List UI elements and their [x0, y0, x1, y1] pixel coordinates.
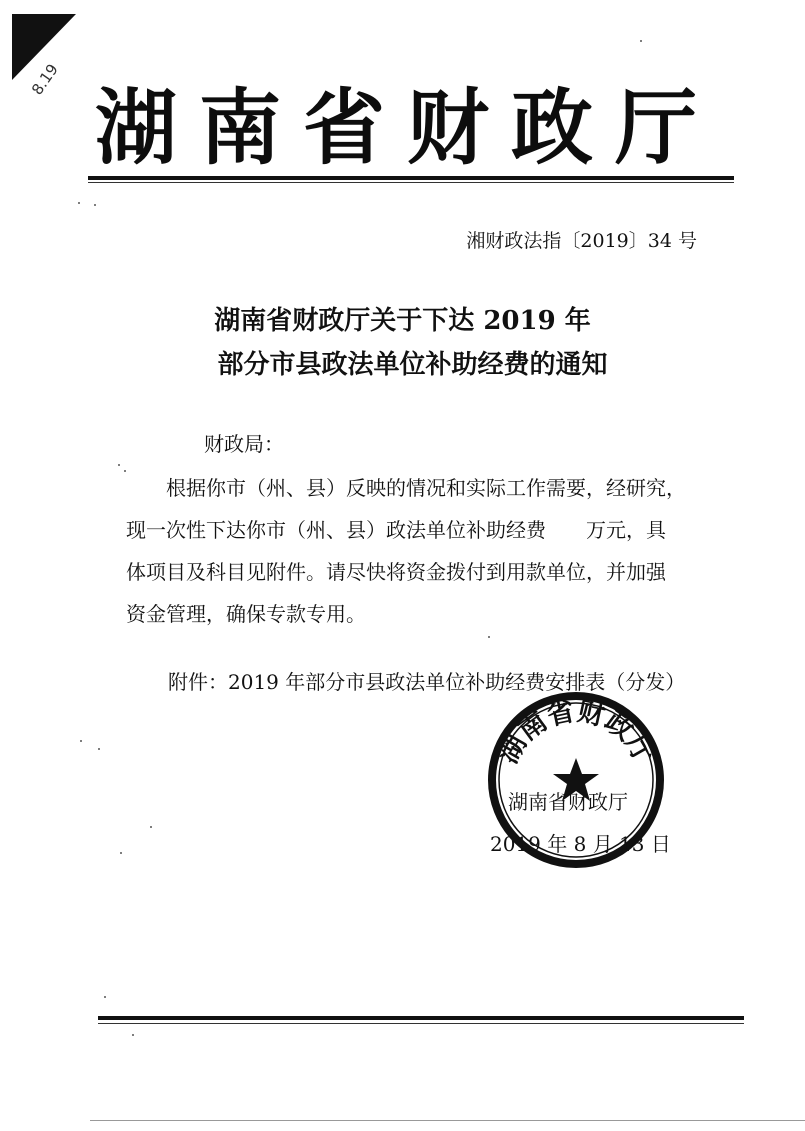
scan-speck [640, 40, 642, 42]
document-number: 湘财政法指〔2019〕34 号 [466, 230, 697, 252]
body-line: 现一次性下达你市（州、县）政法单位补助经费 万元，具 [126, 518, 666, 542]
scan-speck [94, 204, 96, 206]
header-rule-thin [88, 182, 734, 183]
scan-speck [124, 470, 126, 472]
footer-rule-thin [98, 1023, 744, 1024]
scan-speck [104, 996, 106, 998]
svg-text:湖南省财政厅 [493, 696, 660, 769]
scan-speck [488, 636, 490, 638]
document-title-line-2: 部分市县政法单位补助经费的通知 [217, 350, 608, 380]
scan-speck [150, 826, 152, 828]
scan-speck [120, 852, 122, 854]
scan-speck [132, 1034, 134, 1036]
handwritten-note: 8.19 [28, 60, 62, 99]
scan-edge-line [90, 1120, 805, 1121]
salutation: 财政局： [204, 432, 284, 456]
body-line: 体项目及科目见附件。请尽快将资金拨付到用款单位，并加强 [126, 560, 666, 584]
scan-speck [118, 464, 120, 466]
body-line: 根据你市（州、县）反映的情况和实际工作需要，经研究， [166, 476, 686, 500]
scan-speck [80, 740, 82, 742]
scan-speck [78, 202, 80, 204]
header-rule-thick [88, 176, 734, 180]
footer-rule-thick [98, 1016, 744, 1020]
issuer-heading: 湖南省财政厅 [95, 80, 720, 176]
attachment-note: 附件：2019 年部分市县政法单位补助经费安排表（分发） [168, 670, 686, 694]
seal-text: 湖南省财政厅 [492, 696, 660, 769]
body-line: 资金管理，确保专款专用。 [126, 602, 366, 626]
signature-date: 2019 年 8 月 13 日 [490, 832, 671, 856]
document-title-line-1: 湖南省财政厅关于下达 2019 年 [214, 306, 591, 336]
signature-org: 湖南省财政厅 [508, 790, 628, 814]
scan-speck [98, 748, 100, 750]
